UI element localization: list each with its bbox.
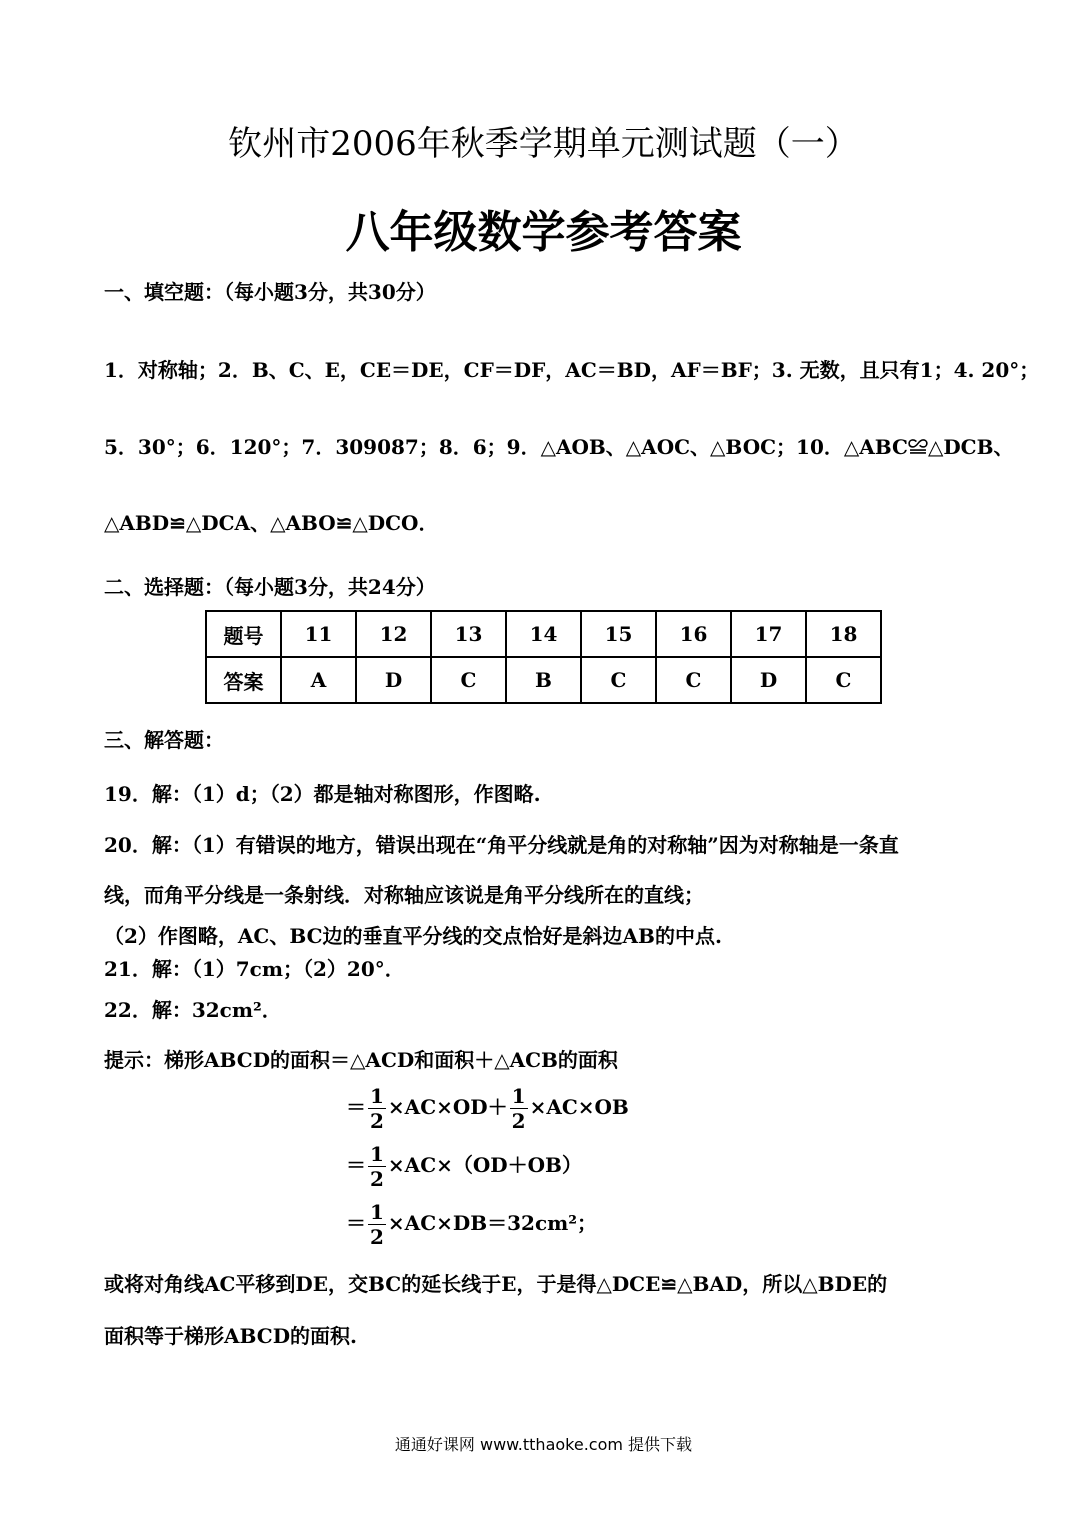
- answer-cell: A: [281, 657, 356, 703]
- equation-term: ×AC×OD＋: [387, 1095, 508, 1119]
- equation-line2: [346, 1144, 582, 1189]
- question-number: 15: [581, 611, 656, 657]
- section1-line2: 5．30°；6．120°；7．309087；8．6；9．△AOB、△AOC、△BOC；10．△ABC≌△DCB、: [104, 435, 1014, 459]
- question-number: 13: [431, 611, 506, 657]
- fraction-denominator: 2: [370, 1167, 384, 1191]
- q21-answer: 21．解：（1）7cm；（2）20°．: [104, 957, 405, 981]
- answer-cell: C: [431, 657, 506, 703]
- question-number: 14: [506, 611, 581, 657]
- fraction-half: [368, 1202, 386, 1247]
- question-number: 16: [656, 611, 731, 657]
- q20-answer-line2: 线，而角平分线是一条射线．对称轴应该说是角平分线所在的直线；: [104, 883, 704, 907]
- q22-tail-line2: 面积等于梯形ABCD的面积.: [104, 1324, 358, 1348]
- document-title: 钦州市2006年秋季学期单元测试题（一）: [228, 124, 859, 164]
- section1-line1: 1．对称轴；2．B、C、E，CE＝DE，CF＝DF，AC＝BD，AF＝BF；3. 无数，且只有1；4. 20°；: [104, 358, 1040, 382]
- section3-heading: 三、解答题：: [104, 728, 224, 752]
- table-row-header: 题号: [206, 611, 281, 657]
- fraction-numerator: 1: [370, 1084, 384, 1108]
- equation-term: ×AC×DB＝32cm²；: [387, 1211, 598, 1235]
- table-row: [206, 657, 881, 703]
- answer-cell: B: [506, 657, 581, 703]
- equation-term: ×AC×OB: [529, 1095, 629, 1119]
- fraction-numerator: 1: [511, 1084, 526, 1108]
- fraction-denominator: 2: [370, 1109, 384, 1133]
- answer-cell: D: [731, 657, 806, 703]
- equation-term: ×AC×（OD＋OB）: [387, 1153, 582, 1177]
- table-row-header: 答案: [206, 657, 281, 703]
- fraction-numerator: 1: [370, 1142, 384, 1166]
- question-number: 18: [806, 611, 881, 657]
- fraction-numerator: 1: [370, 1200, 384, 1224]
- question-number: 12: [356, 611, 431, 657]
- table-row: [206, 611, 881, 657]
- section2-heading: 二、选择题：（每小题3分，共24分）: [104, 575, 436, 599]
- q22-tail-line1: 或将对角线AC平移到DE，交BC的延长线于E，于是得△DCE≌△BAD，所以△BDE的: [104, 1272, 888, 1296]
- question-number: 11: [281, 611, 356, 657]
- answer-cell: D: [356, 657, 431, 703]
- answer-cell: C: [806, 657, 881, 703]
- fraction-denominator: 2: [370, 1225, 384, 1249]
- answer-table: [205, 610, 882, 704]
- fraction-half: [510, 1086, 528, 1131]
- document-subtitle: 八年级数学参考答案: [345, 207, 742, 258]
- q20-answer-line1: 20．解：（1）有错误的地方，错误出现在“角平分线就是角的对称轴”因为对称轴是一条直: [104, 833, 899, 857]
- q19-answer: 19．解：（1）d；（2）都是轴对称图形，作图略.: [104, 782, 541, 806]
- fraction-half: [368, 1144, 386, 1189]
- equals-sign: ＝: [346, 1153, 366, 1177]
- equals-sign: ＝: [346, 1211, 366, 1235]
- fraction-denominator: 2: [511, 1109, 526, 1133]
- equation-line1: [346, 1086, 629, 1131]
- q20-answer-line3: （2）作图略，AC、BC边的垂直平分线的交点恰好是斜边AB的中点.: [104, 924, 722, 948]
- page-footer: 通通好课网 www.tthaoke.com 提供下载: [394, 1435, 693, 1454]
- q22-hint: 提示：梯形ABCD的面积＝△ACD和面积＋△ACB的面积: [104, 1048, 618, 1072]
- section1-line3: △ABD≌△DCA、△ABO≌△DCO．: [104, 511, 439, 535]
- section1-heading: 一、填空题：（每小题3分，共30分）: [104, 280, 436, 304]
- fraction-half: [368, 1086, 386, 1131]
- equation-line3: [346, 1202, 597, 1247]
- answer-cell: C: [656, 657, 731, 703]
- answer-cell: C: [581, 657, 656, 703]
- question-number: 17: [731, 611, 806, 657]
- equals-sign: ＝: [346, 1095, 366, 1119]
- q22-answer: 22．解：32cm²．: [104, 998, 282, 1022]
